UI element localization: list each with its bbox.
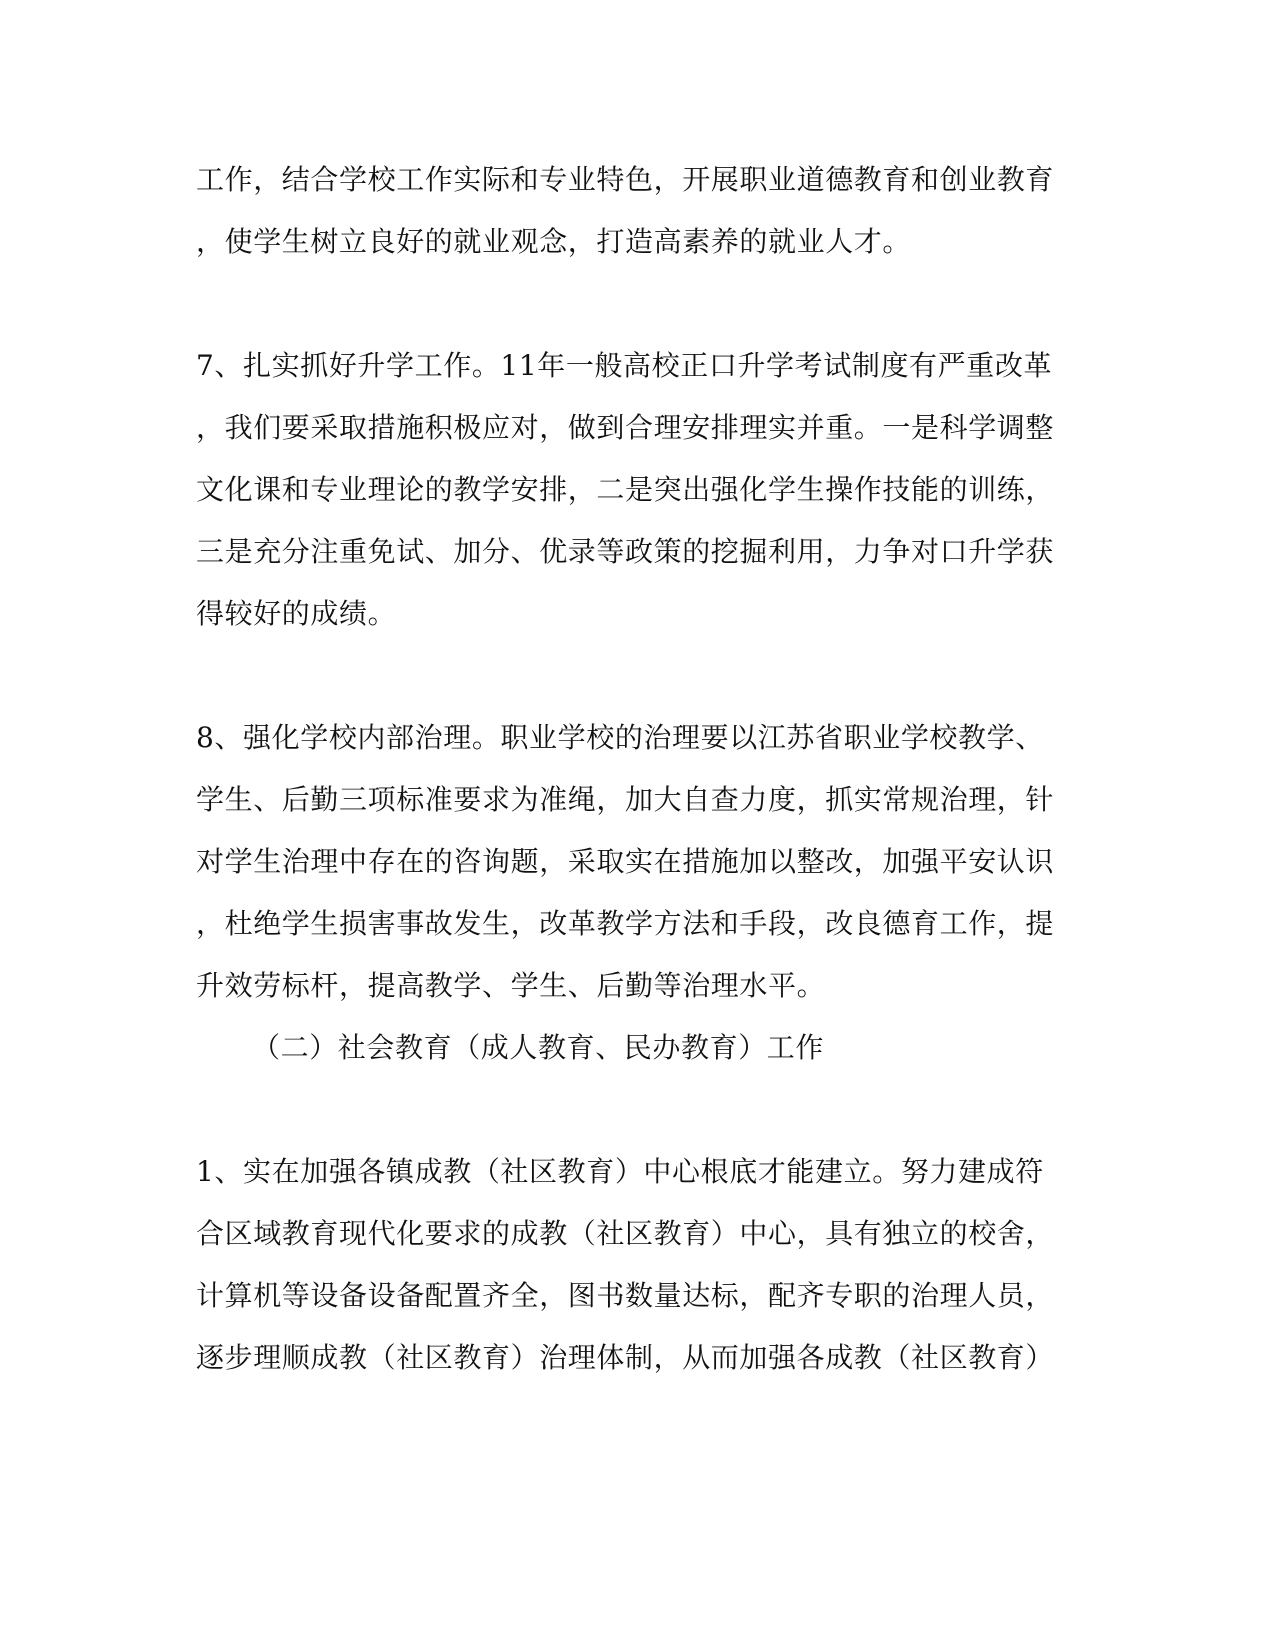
text-line: 文化课和专业理论的教学安排，二是突出强化学生操作技能的训练， <box>196 473 1055 506</box>
paragraph-7-line: 7、扎实抓好升学工作。11年一般高校正口升学考试制度有严重改革 <box>196 349 1053 382</box>
text-line: ，我们要采取措施积极应对，做到合理安排理实并重。一是科学调整 <box>196 411 1055 444</box>
text-line: 对学生治理中存在的咨询题，采取实在措施加以整改，加强平安认识 <box>196 845 1055 878</box>
text-line: 合区域教育现代化要求的成教（社区教育）中心，具有独立的校舍， <box>196 1217 1055 1250</box>
text-line: 得较好的成绩。 <box>196 597 397 630</box>
text-line: 升效劳标杆，提高教学、学生、后勤等治理水平。 <box>196 969 826 1002</box>
section-heading: （二）社会教育（成人教育、民办教育）工作 <box>252 1031 825 1064</box>
text-line: 逐步理顺成教（社区教育）治理体制，从而加强各成教（社区教育） <box>196 1341 1055 1374</box>
text-line: 学生、后勤三项标准要求为准绳，加大自查力度，抓实常规治理，针 <box>196 783 1055 816</box>
paragraph-8-line: 8、强化学校内部治理。职业学校的治理要以江苏省职业学校教学、 <box>196 721 1044 754</box>
text-line: 三是充分注重免试、加分、优录等政策的挖掘利用，力争对口升学获 <box>196 535 1055 568</box>
text-line: ，杜绝学生损害事故发生，改革教学方法和手段，改良德育工作，提 <box>196 907 1055 940</box>
text-line: ，使学生树立良好的就业观念，打造高素养的就业人才。 <box>196 225 912 258</box>
text-line: 工作，结合学校工作实际和专业特色，开展职业道德教育和创业教育 <box>196 163 1055 196</box>
text-line: 计算机等设备设备配置齐全，图书数量达标，配齐专职的治理人员， <box>196 1279 1055 1312</box>
paragraph-1-line: 1、实在加强各镇成教（社区教育）中心根底才能建立。努力建成符 <box>196 1155 1044 1188</box>
